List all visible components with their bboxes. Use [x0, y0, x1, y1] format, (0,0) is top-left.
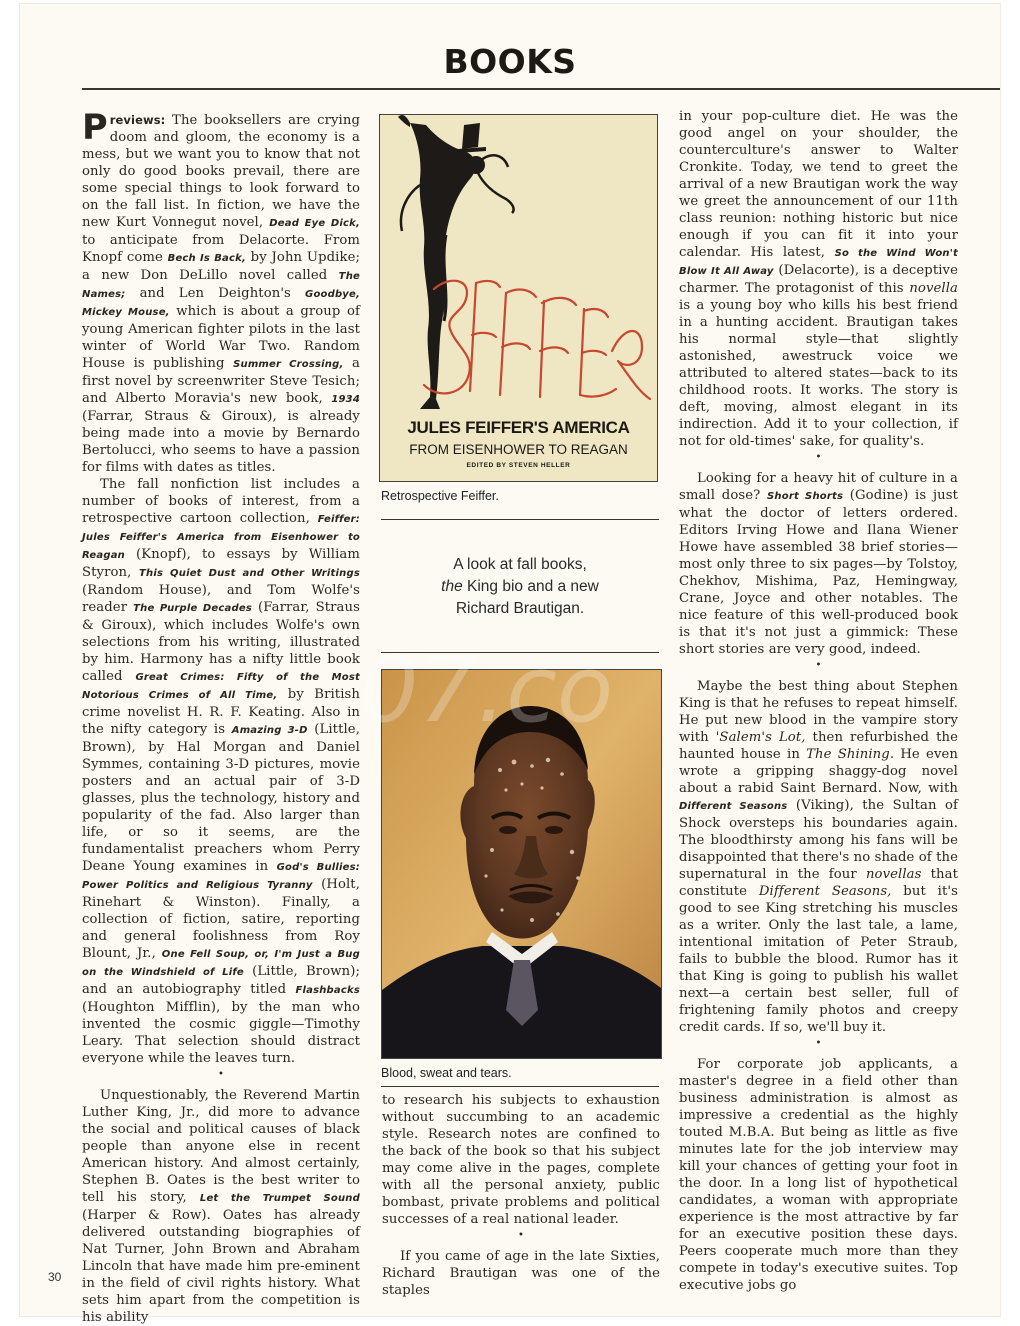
watermark: 07.co: [360, 636, 614, 743]
column-2-text: [382, 1092, 660, 1298]
cover-title: JULES FEIFFER'S AMERICA: [407, 418, 630, 437]
lead-word: reviews:: [109, 113, 166, 127]
body-text: (Godine) is just what the doctor of letters ordered. Editors Irving Howe and Ilana Wiener Howe have assembled 38 brief stories—most only three to six pages—by Tolstoy, Chekhov, Mishima, Paz, Hemingway, Crane, Joyce and other notables. The nice feature of this well-produced book is that it's not just a gimmick: These short stories are very good, indeed.: [679, 488, 958, 657]
book-title: Different Seasons: [679, 801, 788, 812]
body-text: (Holt, Rinehart & Winston). Finally, a collection of fiction, satire, reporting and general foolishness from Roy Blount, Jr.,: [82, 877, 361, 961]
body-text: which is about a group of young American fighter pilots in the last winter of World War Two. Random House is publishing: [82, 304, 360, 371]
book-title: So the Wind Won't Blow It All Away: [679, 248, 958, 277]
book-title: Feiffer: Jules Feiffer's America from Eisenhower to Reagan: [82, 514, 360, 561]
cover-subtitle: FROM EISENHOWER TO REAGAN: [409, 442, 628, 457]
paragraph-brautigan-cont: [679, 108, 958, 450]
italic-text: novella: [909, 281, 958, 296]
body-text: (Houghton Mifflin), by the man who invented the cosmic giggle—Timothy Leary. That selection should distract everyone while the leaves turn.: [82, 1000, 360, 1066]
body-text: then refurbished the haunted house in: [679, 730, 958, 762]
pull-quote-emphasis: the: [441, 578, 463, 595]
paragraph-job-applicants: [679, 1056, 958, 1294]
cover-editor-credit: EDITED BY STEVEN HELLER: [466, 462, 571, 469]
feiffer-signature-graphic: [380, 115, 656, 415]
body-text: The fall nonfiction list includes a number of books of interest, from a retrospective cartoon collection,: [82, 477, 360, 526]
paragraph-king-biography: [82, 1087, 360, 1326]
book-title: Amazing 3-D: [231, 725, 308, 736]
body-text: For corporate job applicants, a master's degree in a field other than business administration is almost as impressive a credential as the highly touted M.B.A. But being as little as five minutes late for the job interview may kill your chances of getting your foot in the door. In a long list of hypothetical candidates, a woman with appropriate experience is the most attractive by far for an executive position these days. Peers cooperate much more than they compete in today's executive suites. Top executive jobs go: [679, 1057, 958, 1293]
body-text: but it's good to see King stretching his muscles as a writer. Only the last tale, a lame, intentional imitation of Peter Straub, fails to bubble the blood. Rumor has it that King is going to publish his wallet next—a certain best seller, full of frightening family photos and creepy credit cards. If so, we'll buy it.: [679, 884, 958, 1035]
book-title: Great Crimes: Fifty of the Most Notorious Crimes of All Time,: [82, 672, 360, 701]
body-text: (Viking), the Sultan of Shock oversteps his boundaries again. The bloodthirsty among his fans will be disappointed that there's no shade of the supernatural in the four: [679, 798, 958, 882]
body-text: He even wrote a gripping shaggy-dog novel about a rabid Saint Bernard. Now, with: [679, 747, 958, 796]
book-title: Dead Eye Dick,: [269, 218, 360, 229]
body-text: (Little, Brown); and an autobiography titled: [82, 964, 360, 997]
body-text: (Delacorte), is a deceptive charmer. The protagonist of this: [679, 263, 958, 296]
section-bullet: •: [218, 1069, 224, 1080]
body-text: (Harper & Row). Oates has already delivered outstanding biographies of Nat Turner, John Brown and Abraham Lincoln that have made him pre-eminent in the field of civil rights history. What sets him apart from the competition is his ability: [82, 1208, 360, 1325]
book-title: 1934: [331, 394, 360, 405]
italic-text: 'Salem's Lot,: [715, 730, 806, 745]
book-title: God's Bullies: Power Politics and Religious Tyranny: [82, 862, 360, 891]
column-3: [679, 108, 958, 1293]
body-text: (Farrar, Straus & Giroux), which includes Wolfe's own selections from his writing, illustrated by him. Harmony has a nifty little book called: [82, 600, 360, 684]
paragraph-brautigan: [382, 1248, 660, 1299]
body-text: (Farrar, Straus & Giroux), is already being made into a movie by Bernardo Bertolucci, who seems to have a passion for films with dates as titles.: [82, 409, 360, 475]
book-title: One Fell Soup, or, I'm Just a Bug on the Windshield of Life: [82, 949, 360, 978]
book-title: The Names;: [82, 271, 360, 300]
italic-text: The Shining.: [806, 747, 895, 762]
body-text: that constitute: [679, 867, 958, 899]
book-title: Bech Is Back,: [167, 253, 246, 264]
body-text: in your pop-culture diet. He was the good angel on your shoulder, the counterculture's answer to Walter Cronkite. Today, we tend to greet the arrival of a new Brautigan work the way we greet the announcement of our 11th class reunion: nothing historic but nice enough if you can fit it into your calendar. His latest,: [679, 109, 958, 260]
header-rule: [82, 88, 1000, 90]
pull-quote-line-3: Richard Brautigan.: [455, 600, 585, 617]
pull-quote-line-2: King bio and a new: [462, 578, 599, 595]
paragraph-previews: [82, 108, 361, 476]
section-bullet: •: [815, 1038, 822, 1049]
caption-rule: [381, 1086, 659, 1087]
pull-quote-rule-top: [381, 519, 659, 520]
body-text: to research his subjects to exhaustion without succumbing to an academic style. Research notes are confined to the back of the book so that his subject may come alive in the pages, complete with all the personal anxiety, public bombast, private problems and political successes of a real national leader.: [382, 1093, 660, 1227]
italic-text: novellas: [865, 867, 922, 882]
book-title: Flashbacks: [295, 985, 360, 996]
body-text: (Little, Brown), by Hal Morgan and Daniel Symmes, containing 3-D pictures, movie posters and an actual pair of 3-D glasses, plus the technology, history and popularity of the fad. Also larger than life, or so it seems, are the fundamentalist preachers whom Perry Deane Young examines in: [82, 722, 360, 874]
pull-quote-line-1: A look at fall books,: [453, 556, 587, 573]
section-bullet: •: [518, 1230, 524, 1241]
body-text: and Len Deighton's: [125, 286, 306, 301]
book-title: Goodbye, Mickey Mouse,: [82, 289, 360, 318]
paragraph-king-biography-cont: [382, 1092, 660, 1228]
drop-cap: P: [82, 108, 108, 148]
body-text: a first novel by screenwriter Steve Tesich; and Alberto Moravia's new book,: [82, 356, 360, 406]
book-title: Summer Crossing,: [233, 359, 344, 370]
pull-quote: [382, 554, 658, 620]
feiffer-book-cover: [379, 114, 658, 482]
portrait-caption: Blood, sweat and tears.: [381, 1066, 512, 1080]
page-number: 30: [48, 1270, 62, 1284]
paragraph-nonfiction: [82, 476, 360, 1067]
book-title: Short Shorts: [767, 491, 844, 502]
section-title: BOOKS: [443, 42, 577, 81]
italic-text: Different Seasons,: [758, 884, 892, 899]
cover-caption: Retrospective Feiffer.: [381, 489, 499, 503]
body-text: by John Updike; a new Don DeLillo novel called: [82, 250, 361, 283]
section-bullet: •: [815, 452, 822, 463]
column-1: [82, 108, 361, 1325]
book-title: The Purple Decades: [133, 603, 252, 614]
book-title: Let the Trumpet Sound: [199, 1193, 360, 1204]
book-title: This Quiet Dust and Other Writings: [138, 568, 360, 579]
paragraph-short-shorts: [679, 470, 958, 658]
body-text: by British crime novelist H. R. F. Keating. Also in the nifty category is: [82, 687, 360, 737]
body-text: (Knopf), to essays by William Styron,: [82, 547, 360, 580]
paragraph-stephen-king: [679, 678, 958, 1036]
body-text: If you came of age in the late Sixties, Richard Brautigan was one of the staples: [382, 1249, 660, 1298]
body-text: Looking for a heavy hit of culture in a small dose?: [679, 471, 958, 503]
body-text: Maybe the best thing about Stephen King is that he refuses to repeat himself. He put new blood in the vampire story with: [679, 679, 958, 745]
body-text: Unquestionably, the Reverend Martin Luther King, Jr., did more to advance the social and political causes of black people than anyone else in recent American history. And almost certainly, Stephen B. Oates is the best writer to tell his story,: [82, 1088, 360, 1205]
section-bullet: •: [815, 660, 822, 671]
body-text: The booksellers are crying doom and gloom, the economy is a mess, but we want you to know that not only do good books prevail, there are some special things to look forward to on the fall list. In fiction, we have the new Kurt Vonnegut novel,: [82, 113, 360, 230]
body-text: to anticipate from Delacorte. From Knopf come: [82, 233, 360, 265]
body-text: is a young boy who kills his best friend in a hunting accident. Brautigan takes his normal style—that slightly astonished, awestruck voice we attributed to altered states—back to its childhood roots. It works. The story is deft, moving, almost elegant in its indirection. Add it to your collection, if not for old-times' sake, for quality's.: [679, 298, 958, 449]
body-text: (Random House), and Tom Wolfe's reader: [82, 583, 360, 615]
